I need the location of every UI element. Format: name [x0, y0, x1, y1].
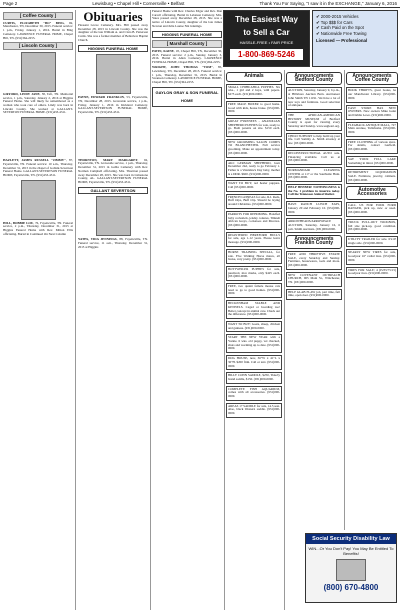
classified-ad: THE AFRICAN-AMERICAN HISTORY MUSEUM of Bedford County is open for viewing every Saturday and Sunday. www.eagleart.org. [286, 112, 342, 131]
obits-column-1: [ Coffee County ] CURTIS, ELIZABETH "BO" BING, 69, Manchester, TN, December 30, 2015. Funeral service: 1 p.m., Friday, January 1, 2016. Burial in Bing Cemetery. LAWRENCE FUNERAL HOME, Chapel Hill, TN. (931)364-2255. [ Lincoln County ] GIFFORD, LINDY JANE, 58, Taft, TN. Memorial service, 1 p.m., Saturday, January 2, 2016 at Higgins Funeral Home. She will likely be remembered as a woman who took care of others. Lindy was born in Lincoln County. She worked at GALLANT-SEVERTON FUNERAL HOME. (931)433-4311. HAZLETT, JAMES RUSSELL "JIMMY", 87, Fayetteville, TN. Funeral service: 10 a.m., Thursday, December 31, 2015 in the chapel of Gallant-Severtson Funeral Home. GALLANT-SEVERTSON FUNERAL HOME, Fayetteville, TN. (931)433-4311. HILL, BOBBIE LOU, 76, Fayetteville, TN. Funeral service, 2 p.m., Thursday, December 31, 2015 at Higgins Funeral Home with Rev. Milton Ellis officiating. Burial in Continued On Next Column [3, 13, 73, 236]
ad-item: ✔ Nationwide Free Towing [316, 30, 367, 36]
classified-ad: BECKENHAM STABLE AND KENNELS. Caged or boarding too! Better concept in animal care. Check out the difference. (931)000-0000. [226, 300, 282, 319]
obit-text: 58, Taft, TN. Memorial service, 1 p.m., Saturday, January 2, 2016 at Higgins Funeral Home. She will likely be remembered as a woman who took care of others. Lindy was born in Lincoln County. She worked at GALLANT-SEVERTON FUNERAL HOME. (931)433-4311. [3, 91, 73, 115]
higgins-logo: HIGGINS FUNERAL HOME [152, 31, 222, 39]
section-automotive-accessories: Automotive Accessories [346, 186, 398, 199]
classified-ad: NORMANDAIR CLEANING CENTER at 117 or the Southside Hunt. (931)000-0000. [286, 167, 342, 182]
ad-subtitle: WIN...Or You Don't Pay! You May Be Entitled To Benefits! [308, 546, 394, 556]
classified-ad: TIRES FOR SALE: 4 (P235/75/15) Goodyear tires. (931)000-0000. [346, 267, 398, 278]
classified-ad: AUCTION, Saturday, January 9, 6 p.m., at Hillsboro Auction Barn. Auctioneer John Smith TN 11191. We have a lot of new toys and furniture. Good selection of antiques. [286, 87, 342, 110]
page-number: Page 2 [3, 1, 18, 6]
classified-ad: WANT TO BUY, red heeler puppies. Call (931)000-0000. [226, 180, 282, 191]
obit-photo [96, 117, 131, 157]
column-rule [284, 70, 285, 610]
obit-photo [21, 52, 56, 92]
classified-ad: PARROTS FOR REHOMING. Handfed baby cockatiels, jenday conures, Timneh African Greys, cockatoos and Macaws. (931)000-0000. [226, 211, 282, 230]
obit-photo [96, 196, 131, 236]
classified-ad: HORSE TRAINING SPECIAL, for sale. Five Walking Horse mares, all broke, very pretty. (931)000-0000. [226, 249, 282, 264]
obit-name: PAYNE, EDWARD FRANKLIN [78, 95, 124, 100]
obit-text: 76, Fayetteville, TN. Funeral service, 2 p.m., Thursday, December 31, 2015 at Higgins Funeral Home with Rev. Milton Ellis officiating. Burial in Continued On Next Column [3, 220, 73, 236]
obit-text: 92, Fayetteville, TN. Graveside service, 1 p.m., Thursday, December 31, 2015 in Gallia Cemetery with Rev. Norman Campbell officiating. Mrs. Thornton passed away December 28, 2015. She was born in Limestone County, AL. GALLANT-SEVERTSON FUNERAL HOME, Fayetteville, TN. (931)433-4311. [78, 157, 148, 184]
classified-ad: UTILITY TRAILER for sale. 6'x10' single axle. (931)000-0000. [346, 236, 398, 247]
column-rule [224, 70, 225, 610]
obit-text: 18, Chapel Hill, TN, December 30, 2015. Funeral service: 2 p.m., Sunday, January 3, 2016. Burial in Allen Cemetery. LAWRENCE FUNERAL HOME, Chapel Hill, TN. (931)364-2255. [152, 48, 222, 65]
classified-ad: DOG HOUSE, new, 36"W x 41"L x 30"H. $200 firm. Call or text. (931)000-0000. [226, 355, 282, 370]
classified-ad: AKC GERMAN SHEPHERD, born December 2nd, ready to go February 1. Father is a Valentine's Day baby, mother is a DDR. $600. (931)000-0000. [226, 160, 282, 179]
column-rule [344, 70, 345, 530]
classified-ad: CHILD SUPPORT to help build up your life. Call Sammy A. Smith attorney at law. (931)000-0000. [286, 133, 342, 148]
classified-ad: EAST STORE HAS NEW OWNERS. New owners Mike Gann and Dahlia Lowe. (931)000-0000. [346, 105, 398, 120]
classified-ad: FLEABACK ANTIQUE MALL, 727 Main Avenue, Tullahoma. (931)000-0000. [346, 122, 398, 137]
gallant-logo: GALLANT SEVERTSON [78, 187, 148, 195]
classified-ad: START THE NEW YEAR with a Yorkie. 6 wks. old puppy, vet checked, shots and worming up to date. (931)000-0000. [226, 334, 282, 353]
section-lincoln-county: [ Lincoln County ] [3, 42, 73, 50]
classified-ad: COMPLETE FISH AQUARIUM, comes with all accessories. (931)000-0000. [226, 386, 282, 401]
classified-ad: FRENCH GUINEAS for sale, R.I. Reds, Buff Orps, Buff Orp. Should be laying around Christmas. (931)000-0000. [226, 194, 282, 209]
classified-ad: SAY YOUR FULL LAKE Something in mind. (931)000-0000. [346, 156, 398, 167]
classified-ad: AREAS 17 SADDLE for sale, 14.5 seat. Also, black Western saddle. (931)000-0000. [226, 403, 282, 418]
obit-photo [96, 54, 131, 94]
ad-headline: The Easiest Way [235, 15, 298, 24]
easiest-way-ad[interactable] [223, 10, 310, 67]
obit-text: 69, Manchester, TN, December 30, 2015. Funeral service: 1 p.m., Friday, January 1, 2016. Burial in Bing Cemetery. LAWRENCE FUNERAL HOME, Chapel Hill, TN. (931)364-2255. [3, 20, 73, 40]
column-rule [150, 10, 151, 610]
classified-ad: CALL US FOR FOUR FORD RANGER, pick up, new or used. (931)000-0000. [346, 202, 398, 217]
social-security-ad[interactable] [305, 533, 397, 603]
section-announcements-franklin: Announcements Franklin County [286, 235, 342, 248]
ad-item: ✔ Cash Paid on the Spot [316, 25, 364, 31]
obit-name: CURTIS, ELIZABETH "BO" BING [3, 20, 64, 25]
classified-ad: NEW COVENANT OUTREACH CHURCH, 905 Main St., Winchester, TN. (931)000-0000. [286, 272, 342, 287]
ad-item: ✔ 2000-2015 Vehicles [316, 14, 359, 19]
higgins-logo: HIGGINS FUNERAL HOME [78, 45, 148, 53]
obit-name: GIFFORD, LINDY JANE [3, 91, 40, 96]
page-header [0, 0, 400, 8]
ad-phone: 1-800-869-5246 [230, 49, 303, 60]
ad-tagline: HASSLE-FREE • FAIR PRICE [239, 40, 294, 45]
obit-name: YATES, VIDA JENNINGS [78, 237, 117, 242]
obits-column-3: Funeral Home with Rev. Charles Edgar and Rev. Dan Carroll officiating. Burial in Lebanon Cemetery. Mrs. Yates passed away December 28, 2015. She was a native of Lincoln County, daughter of the late James Newton and Julia Louise Nix Jennings. HIGGINS FUNERAL HOME [ Marshall County ] PATIN, KAINE, 18, Chapel Hill, TN, December 30, 2015. Funeral service: 2 p.m., Sunday, January 3, 2016. Burial in Allen Cemetery. LAWRENCE FUNERAL HOME, Chapel Hill, TN. (931)364-2255. WRIGHT, JOHN THOMAS "TOM", 85, Lewisburg, TN, December 28, 2015. Funeral service: 1 p.m., Thursday, December 31, 2015. Burial in Swanson Cemetery. LAWRENCE FUNERAL HOME, Chapel Hill, TN. (931)364-2255. GAYLON GRAY & SON FUNERAL HOME [152, 10, 222, 610]
classifieds-column-1 [226, 70, 282, 610]
section-announcements-bedford: Announcements Bedford County [286, 72, 342, 85]
classified-ad: NEW GROOMING SALON COMES TO BLANCHESTER. Full service grooming. Make an appointment today. (931)000-0000. [226, 139, 282, 158]
obit-name: HAZLETT, JAMES RUSSELL "JIMMY" [3, 158, 66, 163]
classified-ad: BOOK THRIFTS, great books, be our Manchester Library. (931)000-0000. [346, 87, 398, 102]
classified-ad: RETIREMENT LIQUIDATION SALE. Furniture, jewelry, cabinets. (931)000-0000. [346, 169, 398, 184]
obit-text: 85, Lewisburg, TN, December 28, 2015. Funeral service: 1 p.m., Thursday, December 31, 2015. Burial in Swanson Cemetery. LAWRENCE FUNERAL HOME, Chapel Hill, TN. (931)364-2255. [152, 65, 222, 85]
section-marshall-county: [ Marshall County ] [152, 40, 222, 48]
classified-ad: HELP GLAB FLAW job, part time, full time, open door. (931)000-0000. [286, 289, 342, 300]
obit-text: Pleasant Grove Cemetery. Mrs. Hill passed away December 28, 2015 in Lincoln County. She was the daughter of the late William A. and Clara B. Patterson Curtis. She was a former member of Belleview Baptist Church. [78, 23, 148, 42]
classified-ad: TRUCK PULL-OUT TOOLBOX, full size pick-up, good condition. (931)000-0000. [346, 219, 398, 234]
obit-name: PATIN, KAINE [152, 48, 174, 53]
classified-ad: BOTTWEILER PUPPIES for sale, purebred, nice marks, only $425 each. (931)000-0000. [226, 266, 282, 281]
classified-ad: FREE, two quaint female mouse cats need to go to good homes. (931)000-0000. [226, 283, 282, 298]
classified-ad: BILLY CONN SADDLE, $250, Tiskcly brand saddle, $150. (931)000-0000. [226, 372, 282, 383]
classified-ad: FREE AND THRIFTIVE ESTATE SALE, every Saturday and Sunday. Furniture, housewares, tools and more. (931)000-0000. [286, 251, 342, 270]
classified-ad: WANT TO BUY: Goats, sheep, chicken and guineas. (931)000-0000. [226, 321, 282, 332]
classified-ad: REGISTERED HEREFORD BULLS for sale, age 1-12 years. Please leave message. (931)000-0000. [226, 232, 282, 247]
obit-photo [21, 180, 56, 220]
classified-ad: ARROWHEADS/ARROWPACE AUCTION, Saturday, January 16, 6 p.m. Smith Auctions. (931)000-0000. [286, 218, 342, 233]
obit-photo [21, 117, 56, 157]
obit-text: 87, Fayetteville, TN. Funeral service: 10 a.m., Thursday, December 31, 2015 in the chapel of Gallant-Severtson Funeral Home. GALLANT-SEVERTSON FUNERAL HOME, Fayetteville, TN. (931)433-4311. [3, 158, 73, 177]
car-buying-ad[interactable] [312, 10, 398, 67]
classified-ad: FREE MALE BOXER to good home. Good with kids, house broke. (931)000-0000. [226, 101, 282, 116]
ad-headline: Social Security Disability Law [306, 534, 396, 544]
obit-text: 88, Fayetteville, TN. Funeral service, 11 a.m., Thursday, December 31, 2015 at Higgins [78, 237, 148, 249]
obits-column-2: Obituaries Pleasant Grove Cemetery. Mrs. Hill passed away December 28, 2015 in Lincoln County. She was the daughter of the late William A. and Clara B. Patterson Curtis. She was a former member of Belleview Baptist Church. HIGGINS FUNERAL HOME PAYNE, EDWARD FRANKLIN, 53, Fayetteville, TN, December 28, 2015. Graveside service, 1 p.m., Friday, January 1, 2016 in Kirkland Cemetery. GALLANT-SEVERTSON FUNERAL HOME, Fayetteville, TN. (931)433-4311. THORNTON, MARY MARGARET, 92, Fayetteville, TN. Graveside service, 1 p.m., Thursday, December 31, 2015 in Gallia Cemetery with Rev. Norman Campbell officiating. Mrs. Thornton passed away December 28, 2015. She was born in Limestone County, AL. GALLANT-SEVERTSON FUNERAL HOME, Fayetteville, TN. (931)433-4311. GALLANT SEVERTSON YATES, VIDA JENNINGS, 88, Fayetteville, TN. Funeral service, 11 a.m., Thursday, December 31, 2015 at Higgins [78, 10, 148, 249]
ad-item: ✔ Top $$$ for Cars [316, 19, 353, 25]
paper-date-line: Thank You For Saying, "I saw it in the EXCHANGE," January 6, 2016 [259, 1, 397, 6]
obit-name: HILL, BOBBIE LOU [3, 220, 34, 225]
ad-footer: Licensed — Professional [316, 38, 368, 44]
section-announcements-coffee: Announcements Coffee County [346, 72, 398, 85]
ad-photo [336, 559, 366, 581]
classified-ad: SMALL CHIHUAHUA PUPPIES. Six wks., 1 girl and 2 boys, with papers. $275 each. (931)000-0000. [226, 84, 282, 99]
classified-ad: FREE CLOTHING of various sizes. For details, contact Garfield. (931)000-0000. [346, 139, 398, 154]
obit-name: WRIGHT, JOHN THOMAS "TOM" [152, 65, 214, 70]
gaylon-gray-logo: GAYLON GRAY & SON FUNERAL HOME [152, 87, 222, 107]
obit-text: Funeral Home with Rev. Charles Edgar and Rev. Dan Carroll officiating. Burial in Lebanon Cemetery. Mrs. Yates passed away December 28, 2015. She was a native of Lincoln County, daughter of the late James Newton and Julia Louise Nix Jennings. [152, 10, 222, 28]
classifieds-column-2 [286, 70, 342, 610]
classified-ad: RECONSTRUCTIONAL AUTO sale. Financing available. Call us at (931)000-0000. [286, 150, 342, 165]
ad-phone: (800) 670-4800 [323, 583, 379, 592]
classified-ad: HAVE RANCH LUNCH EATS, January 20 and February 10. (931)000-0000. [286, 201, 342, 216]
section-coffee-county: [ Coffee County ] [3, 12, 73, 20]
obituaries-title: Obituaries [83, 10, 143, 24]
classified-ad: NEARLY NEW TIRES for sale, Goodyear 16" radial tires. (931)000-0000. [346, 249, 398, 264]
obit-text: 53, Fayetteville, TN, December 28, 2015. Graveside service, 1 p.m., Friday, January 1, 2016 in Kirkland Cemetery. GALLANT-SEVERTSON FUNERAL HOME, Fayetteville, TN. (931)433-4311. [78, 95, 148, 115]
column-rule [75, 10, 76, 610]
classifieds-column-3 [346, 70, 398, 530]
paper-region: Lewisburg • Chapel Hill • Cornersville • Belfast [92, 1, 185, 6]
classified-ad: GREAT PYRENEES - ANATOLIAN SHEPHERD PUPPIES for sale, ready to go. Both parents on site. $150 each. (931)000-0000. [226, 118, 282, 137]
classified-ad: HELP HEEBER! NOTHINGNESS is the No. 1 problem in America today. Call the Tennessee Animal Shelter. [286, 184, 342, 199]
obit-name: THORNTON, MARY MARGARET [78, 157, 138, 162]
section-animals: Animals [226, 72, 282, 82]
ad-headline: to Sell a Car [243, 28, 290, 37]
